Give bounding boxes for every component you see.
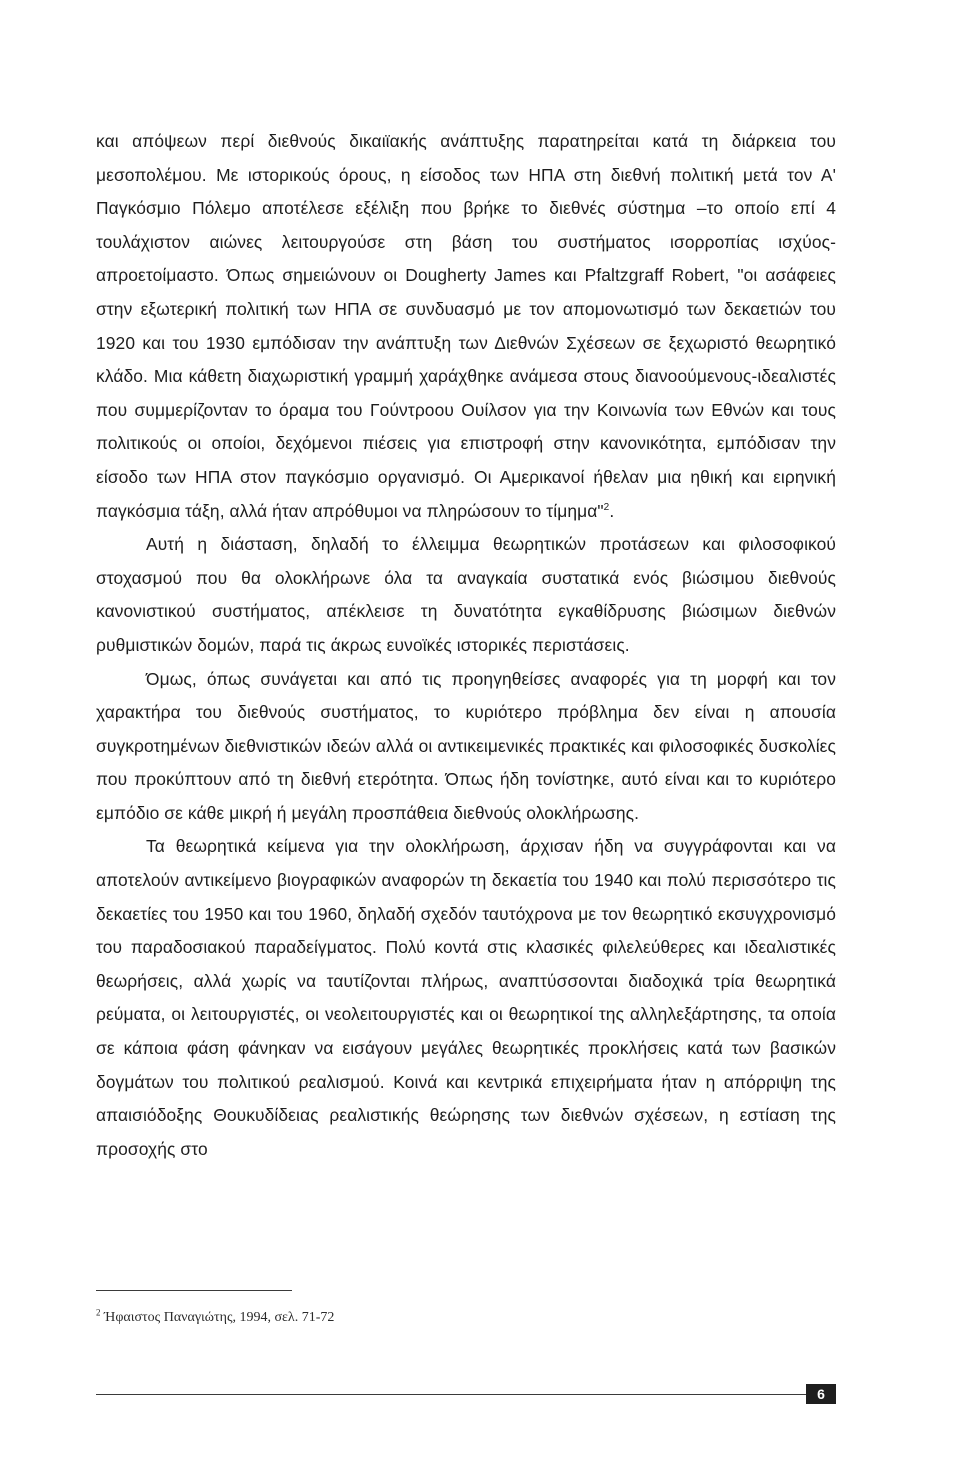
page-footer-rule <box>96 1394 808 1395</box>
page-number: 6 <box>806 1384 836 1404</box>
paragraph-2: Αυτή η διάσταση, δηλαδή το έλλειμμα θεωρητικών προτάσεων και φιλοσοφικού στοχασμού που θα ολοκλήρωνε όλα τα αναγκαία συστατικά ενός βιώσιμου διεθνούς κανονιστικού συστήματος, απέκλεισε τη δυνατότητα εγκαθίδρυσης βιώσιμων διεθνών ρυθμιστικών δομών, παρά τις άκρως ευνοϊκές ιστορικές περιστάσεις. <box>96 534 836 655</box>
footnote-separator <box>96 1290 292 1291</box>
footnote-text: Ήφαιστος Παναγιώτης, 1994, σελ. 71-72 <box>104 1310 335 1325</box>
footnote-reference[interactable]: 2 <box>603 501 610 513</box>
footnote-number: 2 <box>96 1307 101 1318</box>
paragraph-3: Όμως, όπως συνάγεται και από τις προηγηθείσες αναφορές για τη μορφή και τον χαρακτήρα του διεθνούς συστήματος, το κυριότερο πρόβλημα δεν είναι η απουσία συγκροτημένων διεθνιστικών ιδεών αλλά οι αντικειμενικές πρακτικές και φιλοσοφικές δυσκολίες που προκύπτουν από τη διεθνή ετερότητα. Όπως ήδη τονίστηκε, αυτό είναι και το κυριότερο εμπόδιο σε κάθε μικρή ή μεγάλη προσπάθεια διεθνούς ολοκλήρωσης. <box>96 668 836 823</box>
paragraph-1 <box>96 125 836 528</box>
paragraph-1-end: . <box>609 500 615 521</box>
paragraph-1-text: και απόψεων περί διεθνούς δικαιϊακής ανάπτυξης παρατηρείται κατά τη διάρκεια του μεσοπολέμου. Με ιστορικούς όρους, η είσοδος των ΗΠΑ στη διεθνή πολιτική μετά τον Α' Παγκόσμιο Πόλεμο αποτέλεσε εξέλιξη που βρήκε το διεθνές σύστημα –το οποίο επί 4 τουλάχιστον αιώνες λειτουργούσε στη βάση του συστήματος ισορροπίας ισχύος- απροετοίμαστο. Όπως σημειώνουν οι Dougherty James και Pfaltzgraff Robert, "οι ασάφειες στην εξωτερική πολιτική των ΗΠΑ σε συνδυασμό με τον απομονωτισμό των δεκαετιών του 1920 και του 1930 εμπόδισαν την ανάπτυξη των Διεθνών Σχέσεων σε ξεχωριστό θεωρητικό κλάδο. Μια κάθετη διαχωριστική γραμμή χαράχθηκε ανάμεσα στους διανοούμενους-ιδεαλιστές που συμμερίζονταν το όραμα του Γούντροου Ουίλσον για την Κοινωνία των Εθνών και τους πολιτικούς οι οποίοι, δεχόμενοι πιέσεις για επιστροφή στην κανονικότητα, εμπόδισαν την είσοδο των ΗΠΑ στον παγκόσμιο οργανισμό. Οι Αμερικανοί ήθελαν μια ηθική και ειρηνική παγκόσμια τάξη, αλλά ήταν απρόθυμοι να πληρώσουν το τίμημα" <box>96 131 836 521</box>
footnote <box>96 1308 596 1328</box>
paragraph-4: Τα θεωρητικά κείμενα για την ολοκλήρωση, άρχισαν ήδη να συγγράφονται και να αποτελούν αντικείμενο βιογραφικών αναφορών τη δεκαετία του 1940 και πολύ περισσότερο τις δεκαετίες του 1950 και του 1960, δηλαδή σχεδόν ταυτόχρονα με τον θεωρητικό εκσυγχρονισμό του παραδοσιακού παραδείγματος. Πολύ κοντά στις κλασικές φιλελεύθερες και ιδεαλιστικές θεωρήσεις, αλλά χωρίς να ταυτίζονται πλήρως, αναπτύσσονται διαδοχικά τρία θεωρητικά ρεύματα, οι λειτουργιστές, οι νεολειτουργιστές και οι θεωρητικοί της αλληλεξάρτησης, τα οποία σε κάποια φάση φάνηκαν να εισάγουν μεγάλες θεωρητικές προκλήσεις κατά των βασικών δογμάτων του πολιτικού ρεαλισμού. Κοινά και κεντρικά επιχειρήματα ήταν η απόρριψη της απαισιόδοξης Θουκυδίδειας ρεαλιστικής θεώρησης των διεθνών σχέσεων, η εστίαση της προσοχής στο <box>96 836 836 1159</box>
body-text <box>96 125 836 1166</box>
